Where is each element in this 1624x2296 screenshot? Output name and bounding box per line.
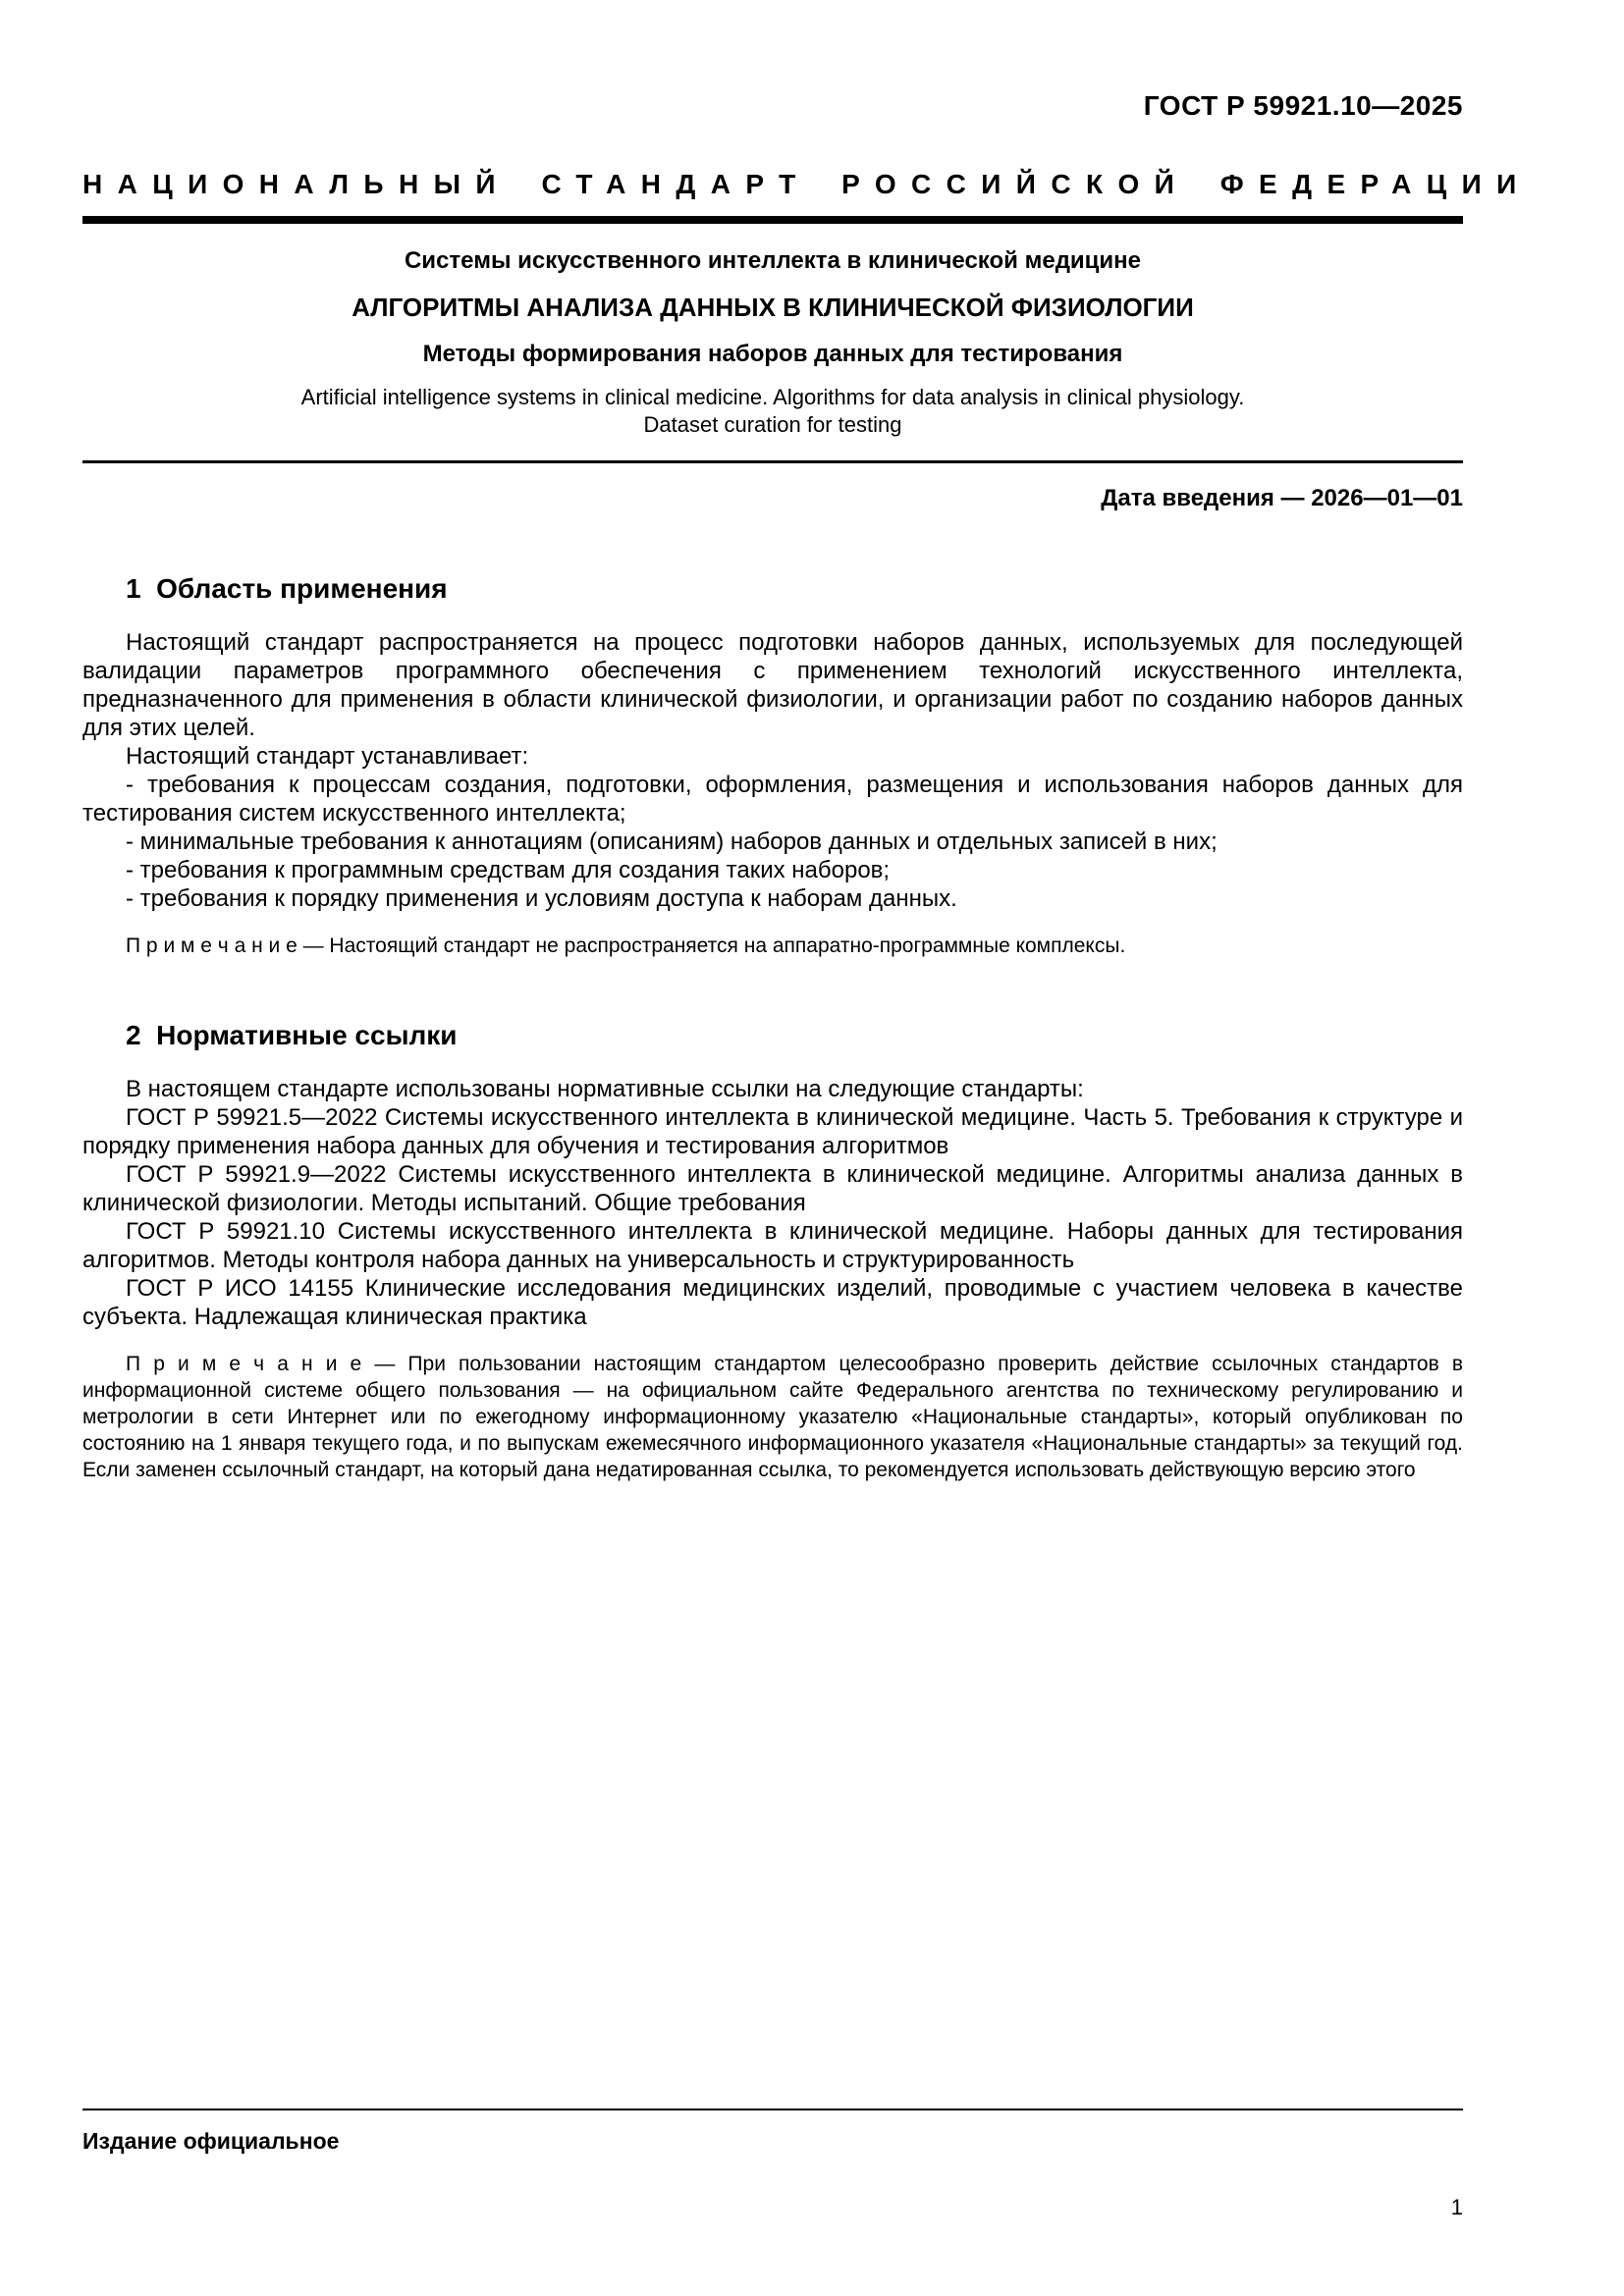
section-2-reference: ГОСТ Р 59921.10 Системы искусственного интеллекта в клинической медицине. Наборы данных для тестирования алгоритмов. Методы контроля набора данных на универсальность и структурированность: [82, 1218, 1463, 1273]
section-2-reference: ГОСТ Р 59921.9—2022 Системы искусственного интеллекта в клинической медицине. Алгоритмы анализа данных в клинической физиологии. Методы испытаний. Общие требования: [82, 1161, 1463, 1216]
title-separator-rule: [82, 460, 1463, 463]
section-1-heading: 1 Область применения: [126, 573, 448, 604]
page-number: 1: [1450, 2195, 1463, 2219]
title-block: [82, 247, 1463, 439]
edition-note: Издание официальное: [82, 2128, 340, 2154]
section-2-reference: ГОСТ Р ИСО 14155 Клинические исследования медицинских изделий, проводимые с участием человека в качестве субъекта. Надлежащая клиническая практика: [82, 1275, 1463, 1330]
section-2-paragraph: В настоящем стандарте использованы нормативные ссылки на следующие стандарты:: [126, 1076, 1084, 1102]
title-main: АЛГОРИТМЫ АНАЛИЗА ДАННЫХ В КЛИНИЧЕСКОЙ ФИЗИОЛОГИИ: [352, 293, 1194, 322]
header-rule: [82, 216, 1463, 224]
section-1-list-item: - требования к порядку применения и условиям доступа к наборам данных.: [126, 885, 957, 912]
section-1-paragraph: Настоящий стандарт распространяется на процесс подготовки наборов данных, используемых для последующей валидации параметров программного обеспечения с применением технологий искусственного интеллекта, предназначенного для применения в области клинической физиологии, и организации работ по созданию наборов данных для этих целей.: [82, 629, 1463, 741]
title-subtitle: Методы формирования наборов данных для тестирования: [422, 341, 1123, 367]
section-1-list-item: - требования к программным средствам для создания таких наборов;: [126, 857, 891, 883]
section-1-list-item: - требования к процессам создания, подготовки, оформления, размещения и использования наборов данных для тестирования систем искусственного интеллекта;: [82, 772, 1463, 827]
title-english-line1: Artificial intelligence systems in clinical medicine. Algorithms for data analysis in clinical physiology.: [300, 385, 1245, 409]
standard-type-heading: НАЦИОНАЛЬНЫЙ СТАНДАРТ РОССИЙСКОЙ ФЕДЕРАЦИИ: [82, 169, 1532, 199]
title-english: [82, 384, 1463, 439]
section-2-reference: ГОСТ Р 59921.5—2022 Системы искусственного интеллекта в клинической медицине. Часть 5. Требования к структуре и порядку применения набора данных для обучения и тестирования алгоритмов: [82, 1104, 1463, 1159]
section-2-heading: 2 Нормативные ссылки: [126, 1020, 458, 1050]
title-english-line2: Dataset curation for testing: [643, 412, 902, 437]
section-1-paragraph: Настоящий стандарт устанавливает:: [126, 743, 529, 770]
section-2-note: П р и м е ч а н и е — При пользовании настоящим стандартом целесообразно проверить действие ссылочных стандартов в информационной системе общего пользования — на официальном сайте Федерального агентства по техническому регулированию и метрологии в сети Интернет или по ежегодному информационному указателю «Национальные стандарты», который опубликован по состоянию на 1 января текущего года, и по выпускам ежемесячного информационного указателя «Национальные стандарты» за текущий год. Если заменен ссылочный стандарт, на который дана недатированная ссылка, то рекомендуется использовать действующую версию этого: [82, 1353, 1463, 1481]
section-1-list-item: - минимальные требования к аннотациям (описаниям) наборов данных и отдельных записей в них;: [126, 828, 1218, 855]
footer-rule: [82, 2109, 1463, 2110]
title-subject: Системы искусственного интеллекта в клинической медицине: [404, 247, 1142, 274]
doc-number: ГОСТ Р 59921.10—2025: [1143, 90, 1463, 121]
effective-date: Дата введения — 2026—01—01: [1101, 485, 1463, 511]
section-1-note: П р и м е ч а н и е — Настоящий стандарт не распространяется на аппаратно-программные комплексы.: [126, 934, 1126, 957]
